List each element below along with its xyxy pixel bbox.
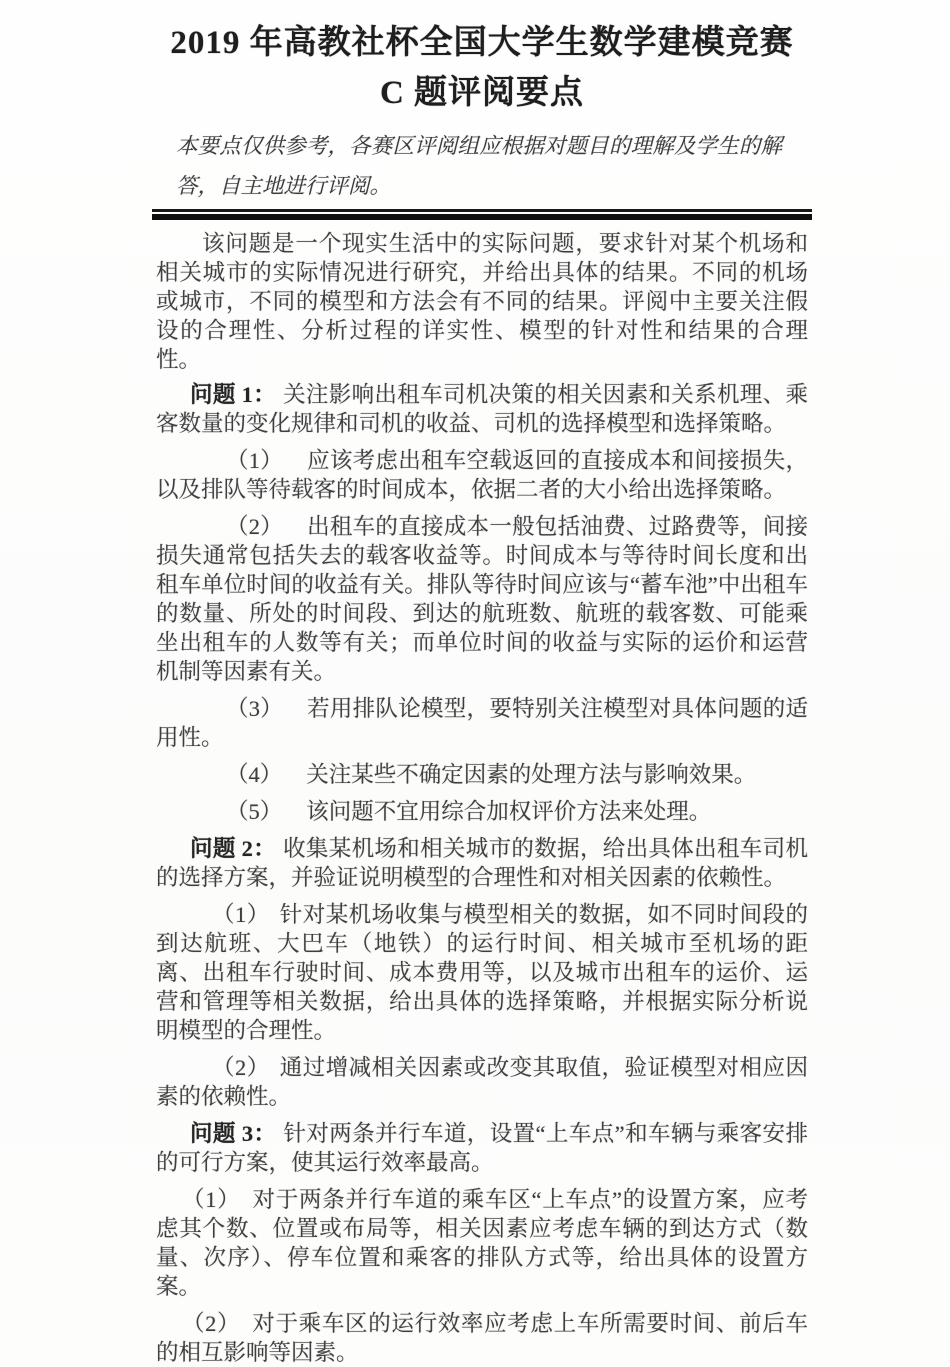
problem-2-text: 收集某机场和相关城市的数据，给出具体出租车司机的选择方案，并验证说明模型的合理性和对相关因素的依赖性。 <box>156 836 808 890</box>
advisory-note: 本要点仅供参考，各赛区评阅组应根据对题目的理解及学生的解答，自主地进行评阅。 <box>176 134 782 198</box>
point-number: （1） <box>212 902 270 927</box>
point-text: 针对某机场收集与模型相关的数据，如不同时间段的到达航班、大巴车（地铁）的运行时间、相关城市至机场的距离、出租车行驶时间、成本费用等，以及城市出租车的运价、运营和管理等相关数据，给出具体的选择策略，并根据实际分析说明模型的合理性。 <box>156 902 808 1043</box>
problem-1-point-3 <box>156 694 808 752</box>
problem-2-heading <box>156 834 808 892</box>
point-number: （5） <box>226 799 283 824</box>
point-text: 该问题不宜用综合加权评价方法来处理。 <box>306 799 712 824</box>
point-number: （4） <box>226 762 283 787</box>
point-number: （2） <box>182 1311 241 1336</box>
point-text: 对于两条并行车道的乘车区“上车点”的设置方案，应考虑其个数、位置或布局等，相关因素应考虑车辆的到达方式（数量、次序）、停车位置和乘客的排队方式等，给出具体的设置方案。 <box>156 1187 808 1299</box>
section-divider-rule <box>152 209 812 220</box>
problem-3-point-2 <box>156 1309 808 1367</box>
problem-2-point-2 <box>156 1053 808 1111</box>
point-number: （1） <box>182 1187 241 1212</box>
point-text: 通过增减相关因素或改变其取值，验证模型对相应因素的依赖性。 <box>156 1055 808 1109</box>
problem-3-heading <box>156 1119 808 1177</box>
point-text: 对于乘车区的运行效率应考虑上车所需要时间、前后车的相互影响等因素。 <box>156 1311 808 1365</box>
problem-1-point-5 <box>156 797 808 826</box>
problem-3-point-1 <box>156 1185 808 1301</box>
problem-3-label: 问题 3： <box>190 1121 277 1146</box>
title-line-2: C 题评阅要点 <box>379 75 585 111</box>
problem-1-point-1 <box>156 446 808 504</box>
problem-3-text: 针对两条并行车道，设置“上车点”和车辆与乘客安排的可行方案，使其运行效率最高。 <box>156 1121 808 1175</box>
title-line-1: 2019 年高教社杯全国大学生数学建模竞赛 <box>170 25 794 61</box>
point-text: 应该考虑出租车空载返回的直接成本和间接损失，以及排队等待载客的时间成本，依据二者的大小给出选择策略。 <box>156 448 808 502</box>
point-number: （2） <box>212 1055 270 1080</box>
point-number: （1） <box>226 448 284 473</box>
point-text: 出租车的直接成本一般包括油费、过路费等，间接损失通常包括失去的载客收益等。时间成本与等待时间长度和出租车单位时间的收益有关。排队等待时间应该与“蓄车池”中出租车的数量、所处的时间段、到达的航班数、航班的载客数、可能乘坐出租车的人数等有关；而单位时间的收益与实际的运价和运营机制等因素有关。 <box>156 514 808 684</box>
problem-1-heading <box>156 380 808 438</box>
intro-paragraph <box>156 229 808 374</box>
problem-1-point-4 <box>156 760 808 789</box>
point-number: （3） <box>226 696 284 721</box>
point-text: 关注某些不确定因素的处理方法与影响效果。 <box>306 762 757 787</box>
problem-1-point-2 <box>156 512 808 686</box>
intro-text: 该问题是一个现实生活中的实际问题，要求针对某个机场和相关城市的实际情况进行研究，并给出具体的结果。不同的机场或城市，不同的模型和方法会有不同的结果。评阅中主要关注假设的合理性、分析过程的详实性、模型的针对性和结果的合理性。 <box>156 231 808 372</box>
problem-2-point-1 <box>156 900 808 1045</box>
point-number: （2） <box>226 514 284 539</box>
point-text: 若用排队论模型，要特别关注模型对具体问题的适用性。 <box>156 696 808 750</box>
problem-1-label: 问题 1： <box>190 382 277 407</box>
problem-1-text: 关注影响出租车司机决策的相关因素和关系机理、乘客数量的变化规律和司机的收益、司机的选择模型和选择策略。 <box>156 382 808 436</box>
problem-2-label: 问题 2： <box>190 836 277 861</box>
document-body <box>156 229 808 1367</box>
document-title <box>156 18 808 118</box>
divider-thick-line <box>152 214 812 220</box>
